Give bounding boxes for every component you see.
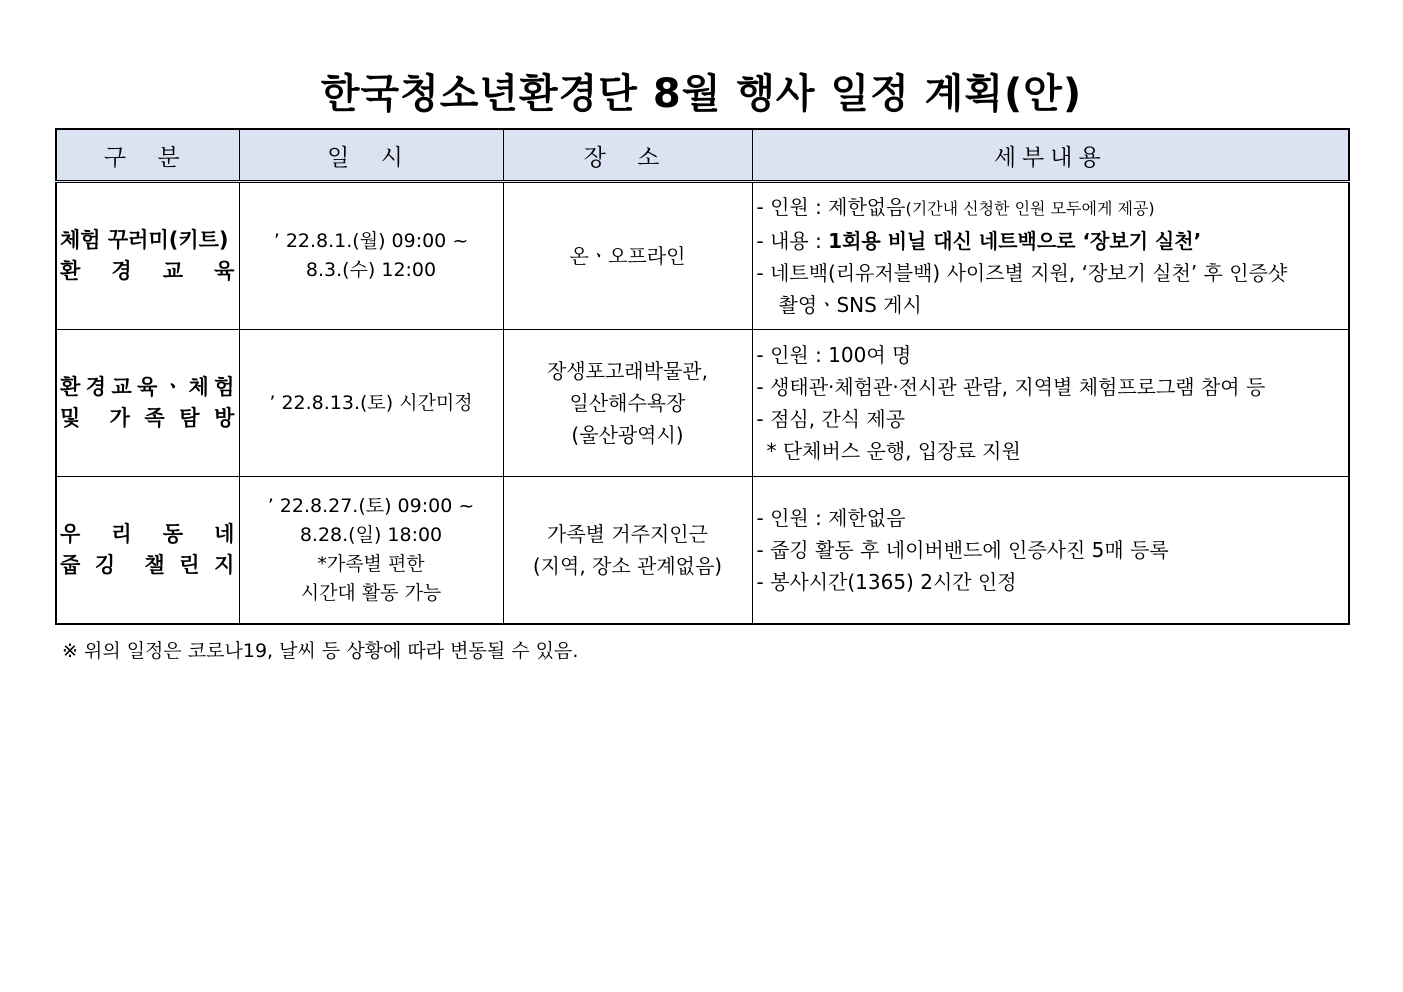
footnote: ※ 위의 일정은 코로나19, 날씨 등 상황에 따라 변동될 수 있음.	[62, 640, 579, 662]
table-row	[56, 477, 1349, 625]
detail-line: - 생태관·체험관·전시관 관람, 지역별 체험프로그램 참여 등	[756, 375, 1266, 399]
datetime-cell	[239, 477, 503, 625]
category-cell	[56, 477, 239, 625]
datetime-cell	[239, 330, 503, 477]
category-line: 줍 깅 챌 린 지	[60, 553, 235, 577]
detail-text: - 인원 : 제한없음	[756, 195, 906, 219]
place-cell	[503, 182, 752, 330]
datetime-line: *가족별 편한	[317, 553, 425, 575]
detail-line: 촬영ㆍSNS 게시	[778, 293, 922, 317]
header-place: 장 소	[503, 129, 752, 182]
details-cell	[752, 477, 1349, 625]
category-line: 및 가 족 탐 방	[60, 406, 235, 430]
detail-note: (기간내 신청한 인원 모두에게 제공)	[905, 199, 1155, 218]
table-row	[56, 182, 1349, 330]
detail-line	[757, 191, 1349, 225]
place-line: (울산광역시)	[571, 423, 684, 447]
category-line: 환 경 교 육 ㆍ 체 험	[60, 375, 235, 399]
table-row	[56, 330, 1349, 477]
datetime-line: 시간대 활동 가능	[300, 582, 442, 604]
header-row	[56, 129, 1349, 182]
page-title: 한국청소년환경단 8월 행사 일정 계획(안)	[320, 71, 1083, 117]
datetime-line: ’ 22.8.27.(토) 09:00 ~	[267, 495, 475, 517]
category-line: 체험 꾸러미(키트)	[60, 228, 229, 252]
place-line: 온ㆍ오프라인	[569, 244, 686, 268]
datetime-line: ’ 22.8.13.(토) 시간미정	[269, 391, 473, 414]
detail-line: * 단체버스 운행, 입장료 지원	[766, 439, 1021, 463]
details-cell	[752, 330, 1349, 477]
detail-line: - 줍깅 활동 후 네이버밴드에 인증사진 5매 등록	[756, 538, 1169, 562]
detail-emphasis: 1회용 비닐 대신 네트백으로 ‘장보기 실천’	[828, 229, 1202, 253]
schedule-table	[55, 128, 1350, 625]
detail-line: - 점심, 간식 제공	[756, 407, 906, 431]
header-datetime: 일 시	[239, 129, 503, 182]
detail-line: - 인원 : 100여 명	[756, 343, 912, 367]
category-cell	[56, 182, 239, 330]
place-line: 가족별 거주지인근	[547, 522, 708, 546]
datetime-line: 8.3.(수) 12:00	[305, 259, 437, 281]
header-details: 세부내용	[752, 129, 1349, 182]
category-cell	[56, 330, 239, 477]
detail-line: - 네트백(리유저블백) 사이즈별 지원, ‘장보기 실천’ 후 인증샷	[756, 261, 1288, 285]
detail-line: - 인원 : 제한없음	[756, 506, 906, 530]
header-category: 구 분	[56, 129, 239, 182]
category-line: 환 경 교 육	[60, 259, 235, 283]
place-cell	[503, 330, 752, 477]
detail-line: - 봉사시간(1365) 2시간 인정	[756, 570, 1017, 594]
place-line: 장생포고래박물관,	[547, 359, 708, 383]
datetime-line: ’ 22.8.1.(월) 09:00 ~	[273, 230, 469, 252]
detail-line	[757, 225, 1349, 257]
category-line: 우 리 동 네	[60, 522, 235, 546]
place-cell	[503, 477, 752, 625]
place-line: (지역, 장소 관계없음)	[532, 554, 723, 578]
datetime-cell	[239, 182, 503, 330]
detail-text: - 내용 :	[756, 229, 829, 253]
details-cell	[752, 182, 1349, 330]
datetime-line: 8.28.(일) 18:00	[299, 524, 443, 546]
place-line: 일산해수욕장	[569, 391, 686, 415]
